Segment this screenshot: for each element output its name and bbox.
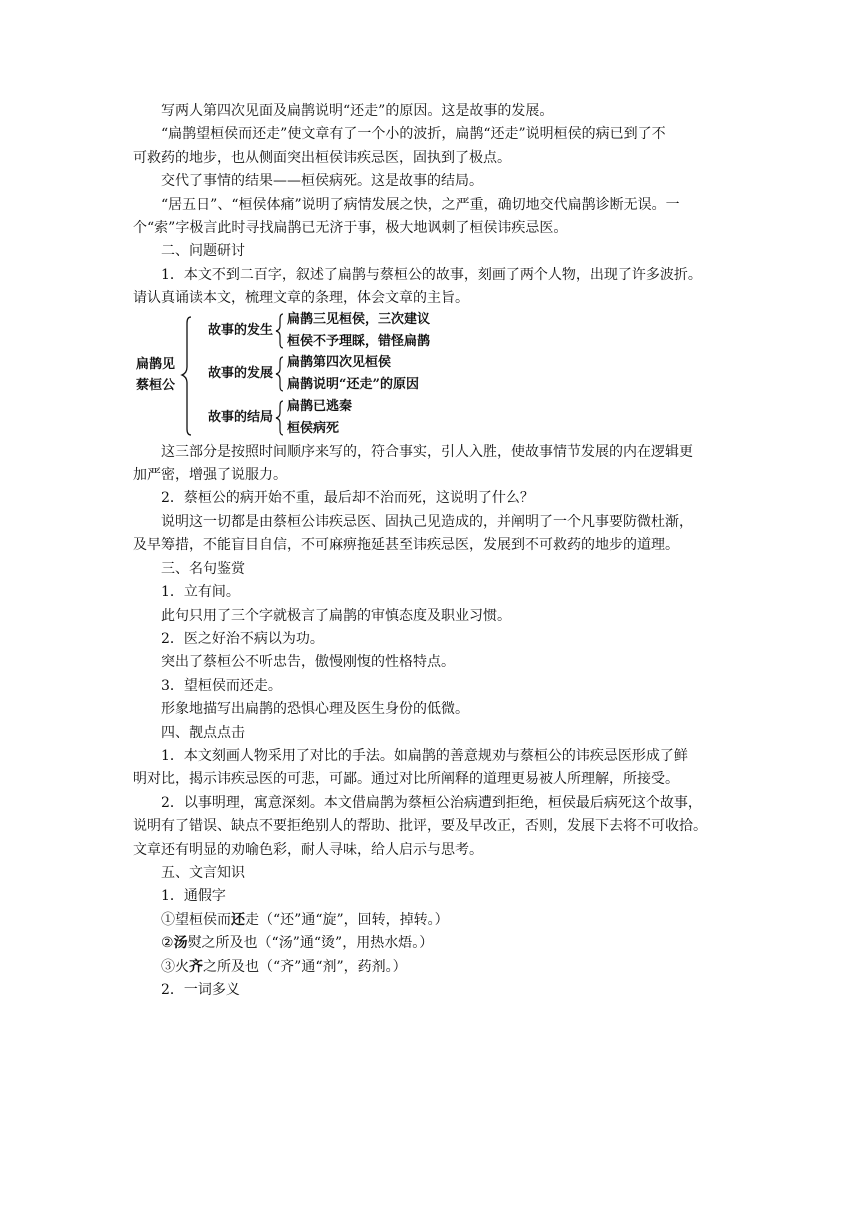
paragraph: 此句只用了三个字就极言了扁鹊的审慎态度及职业习惯。: [161, 607, 511, 624]
outline-branch: 故事的结局: [208, 409, 274, 425]
paragraph: 及早筹措，不能盲目自信，不可麻痹拖延甚至讳疾忌医，发展到不可救药的地步的道理。: [133, 537, 679, 554]
tongjia-item: ①望桓侯而还走（“还”通“旋”，回转，掉转。）: [161, 911, 449, 928]
section-heading: 三、名句鉴赏: [161, 560, 245, 577]
question: 2．蔡桓公的病开始不重，最后却不治而死，这说明了什么？: [161, 490, 534, 507]
outline-leaf: 扁鹊已逃秦: [287, 398, 353, 414]
paragraph: 形象地描写出扁鹊的恐惧心理及医生身份的低微。: [161, 701, 469, 718]
paragraph: 个“索”字极言此时寻找扁鹊已无济于事，极大地讽刺了桓侯讳疾忌医。: [133, 220, 568, 237]
outline-leaf: 扁鹊三见桓侯，三次建议: [287, 311, 431, 327]
outline-root: 蔡桓公: [136, 377, 176, 393]
outline-leaf: 桓侯病死: [287, 420, 340, 436]
section-heading: 二、问题研讨: [161, 243, 245, 260]
paragraph: 明对比，揭示讳疾忌医的可悲，可鄙。通过对比所阐释的道理更易被人所理解，所接受。: [133, 771, 679, 788]
paragraph: 这三部分是按照时间顺序来写的，符合事实，引人入胜，使故事情节发展的内在逻辑更: [161, 443, 693, 460]
key-character: 齐: [189, 958, 203, 975]
key-character: 汤: [173, 935, 188, 952]
subsection-heading: 1．通假字: [161, 888, 226, 905]
outline-leaf: 扁鹊说明“还走”的原因: [287, 376, 419, 392]
paragraph: 可救药的地步，也从侧面突出桓侯讳疾忌医，固执到了极点。: [133, 149, 511, 166]
outline-branch: 故事的发生: [208, 322, 274, 338]
quote-item: 1．立有间。: [161, 584, 240, 601]
outline-branch: 故事的发展: [208, 365, 274, 381]
tongjia-item: ③火齐之所及也（“齐”通“剂”，药剂。）: [161, 958, 407, 975]
paragraph: 2．以事明理，寓意深刻。本文借扁鹊为蔡桓公治病遭到拒绝，桓侯最后病死这个故事，: [161, 794, 702, 811]
paragraph: 写两人第四次见面及扁鹊说明“还走”的原因。这是故事的发展。: [161, 103, 554, 119]
document-body: [133, 100, 783, 1002]
paragraph: 1．本文刻画人物采用了对比的手法。如扁鹊的善意规劝与蔡桓公的讳疾忌医形成了鲜: [161, 747, 688, 764]
section-heading: 四、靓点点击: [161, 724, 245, 741]
outline-leaf: 桓侯不予理睬，错怪扁鹊: [287, 333, 431, 349]
paragraph: 说明这一切都是由蔡桓公讳疾忌医、固执己见造成的，并阐明了一个凡事要防微杜渐，: [161, 513, 693, 530]
paragraph: 突出了蔡桓公不听忠告，傲慢刚愎的性格特点。: [161, 654, 455, 671]
question: 1．本文不到二百字，叙述了扁鹊与蔡桓公的故事，刻画了两个人物，出现了许多波折。: [161, 266, 702, 283]
section-heading: 五、文言知识: [161, 864, 245, 881]
paragraph: “居五日”、“桓侯体痛”说明了病情发展之快，之严重，确切地交代扁鹊诊断无误。一: [161, 196, 680, 213]
paragraph: 说明有了错误、缺点不要拒绝别人的帮助、批评，要及早改正，否则，发展下去将不可收拾。: [133, 818, 707, 835]
tongjia-item: ②汤熨之所及也（“汤”通“烫”，用热水焐。）: [161, 935, 434, 952]
outline-root: 扁鹊见: [136, 356, 176, 372]
paragraph: 文章还有明显的劝喻色彩，耐人寻味，给人启示与思考。: [133, 841, 483, 858]
subsection-heading: 2．一词多义: [161, 982, 240, 998]
question: 请认真诵读本文，梳理文章的条理，体会文章的主旨。: [133, 290, 469, 307]
paragraph: “扁鹊望桓侯而还走”使文章有了一个小的波折，扁鹊“还走”说明桓侯的病已到了不: [161, 126, 666, 143]
key-character: 还: [231, 911, 245, 928]
quote-item: 3．望桓侯而还走。: [161, 677, 282, 694]
paragraph: 交代了事情的结果——桓侯病死。这是故事的结局。: [161, 173, 483, 190]
structure-outline: [133, 311, 783, 441]
paragraph: 加严密，增强了说服力。: [133, 467, 287, 484]
outline-leaf: 扁鹊第四次见桓侯: [287, 354, 392, 370]
quote-item: 2．医之好治不病以为功。: [161, 630, 324, 647]
